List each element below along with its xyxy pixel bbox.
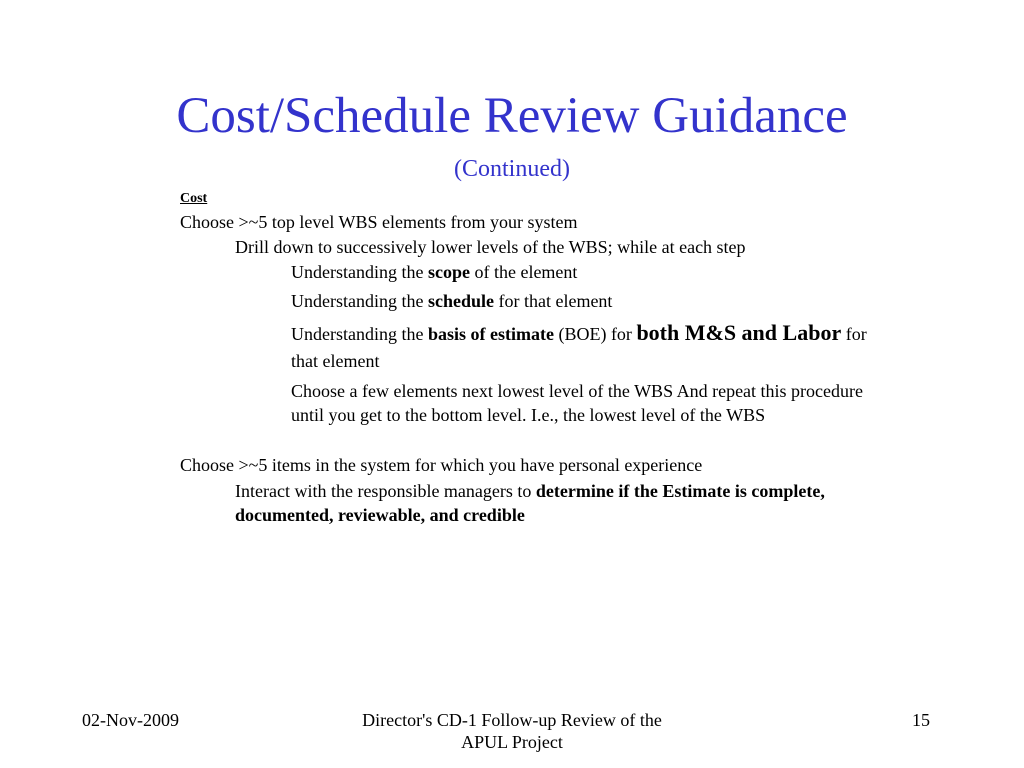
text-run: Understanding the bbox=[291, 262, 428, 282]
text-run: Interact with the responsible managers to bbox=[235, 481, 536, 501]
text-run: (BOE) for bbox=[553, 324, 637, 344]
slide-subtitle: (Continued) bbox=[454, 156, 570, 182]
text-run: Understanding the bbox=[291, 324, 428, 344]
bullet-level2-drill-down: Drill down to successively lower levels of the WBS; while at each step bbox=[235, 237, 746, 257]
bullet-level1-items: Choose >~5 items in the system for which you have personal experience bbox=[180, 455, 703, 475]
footer-title: Director's CD-1 Follow-up Review of the APUL Project bbox=[362, 710, 662, 752]
bullet-level3-boe bbox=[291, 319, 873, 375]
bold-term: determine if the Estimate is complete, documented, reviewable, and credible bbox=[235, 481, 825, 525]
text-run: for that element bbox=[291, 324, 867, 371]
bold-term: scope bbox=[427, 262, 470, 282]
text-run: of the element bbox=[469, 262, 578, 282]
text-run: for that element bbox=[493, 291, 613, 311]
emphasis-term: both M&S and Labor bbox=[636, 320, 842, 345]
bullet-level2-interact bbox=[235, 479, 855, 527]
bullet-level3-scope bbox=[291, 261, 577, 283]
slide-title: Cost/Schedule Review Guidance bbox=[176, 88, 848, 144]
bullet-level3-repeat: Choose a few elements next lowest level of the WBS And repeat this procedure until you get to the bottom level. I.e., the lowest level of the WBS bbox=[291, 381, 864, 425]
bullet-level1-wbs: Choose >~5 top level WBS elements from your system bbox=[180, 212, 578, 232]
footer-date: 02-Nov-2009 bbox=[82, 710, 179, 730]
text-run: Understanding the bbox=[291, 291, 428, 311]
section-heading: Cost bbox=[180, 191, 208, 206]
page-number: 15 bbox=[912, 710, 930, 730]
bullet-level3-schedule bbox=[291, 290, 612, 312]
bold-term: schedule bbox=[427, 291, 494, 311]
bold-term: basis of estimate bbox=[427, 324, 554, 344]
